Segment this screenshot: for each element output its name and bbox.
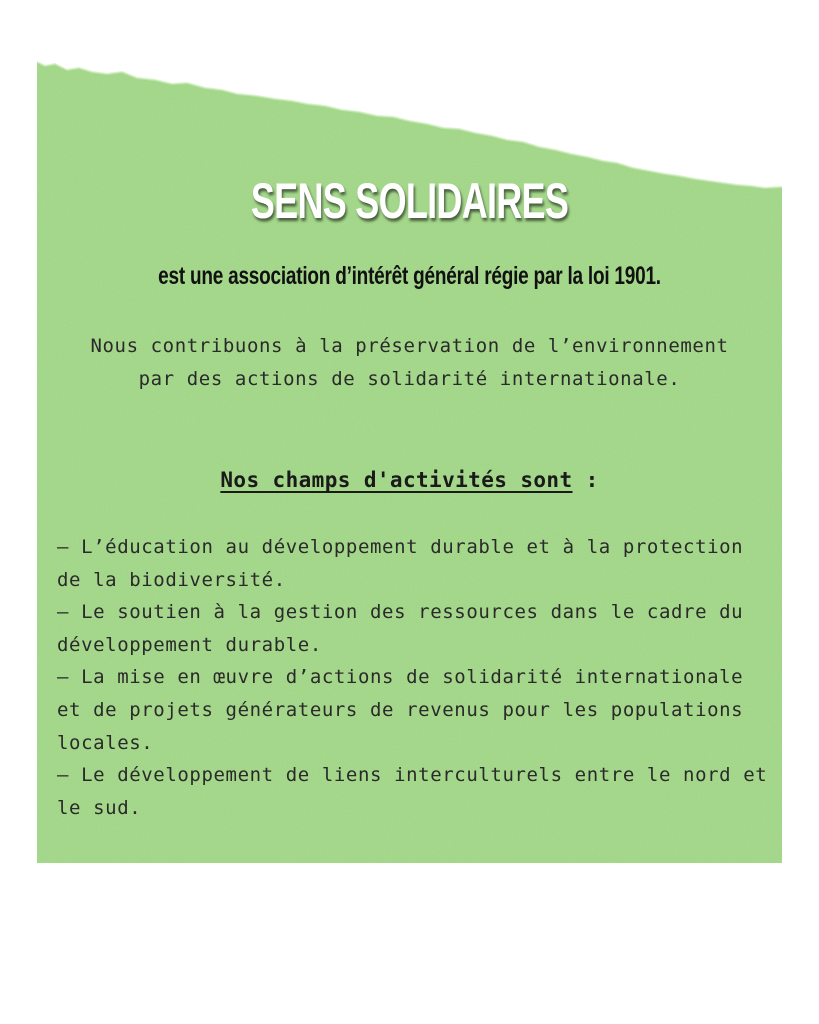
- activities-heading-suffix: :: [572, 468, 599, 492]
- intro-paragraph: Nous contribuons à la préservation de l’environnement par des actions de solidarité internationale.: [90, 335, 729, 390]
- list-item: – La mise en œuvre d’actions de solidarité internationale et de projets générateurs de revenus pour les populations locales.: [57, 666, 744, 754]
- page-title: SENS SOLIDAIRES: [250, 173, 569, 229]
- subtitle: est une association d’intérêt général régie par la loi 1901.: [158, 262, 661, 290]
- content-area: [37, 0, 782, 863]
- list-item: – Le soutien à la gestion des ressources dans le cadre du développement durable.: [57, 601, 744, 656]
- activities-heading-label: Nos champs d'activités sont: [220, 468, 573, 492]
- list-item: – L’éducation au développement durable et à la protection de la biodiversité.: [57, 536, 744, 591]
- list-item: – Le développement de liens interculturels entre le nord et le sud.: [57, 764, 768, 819]
- torn-paper-card: [37, 0, 782, 863]
- activities-list: [57, 531, 772, 824]
- activities-heading: [37, 462, 782, 498]
